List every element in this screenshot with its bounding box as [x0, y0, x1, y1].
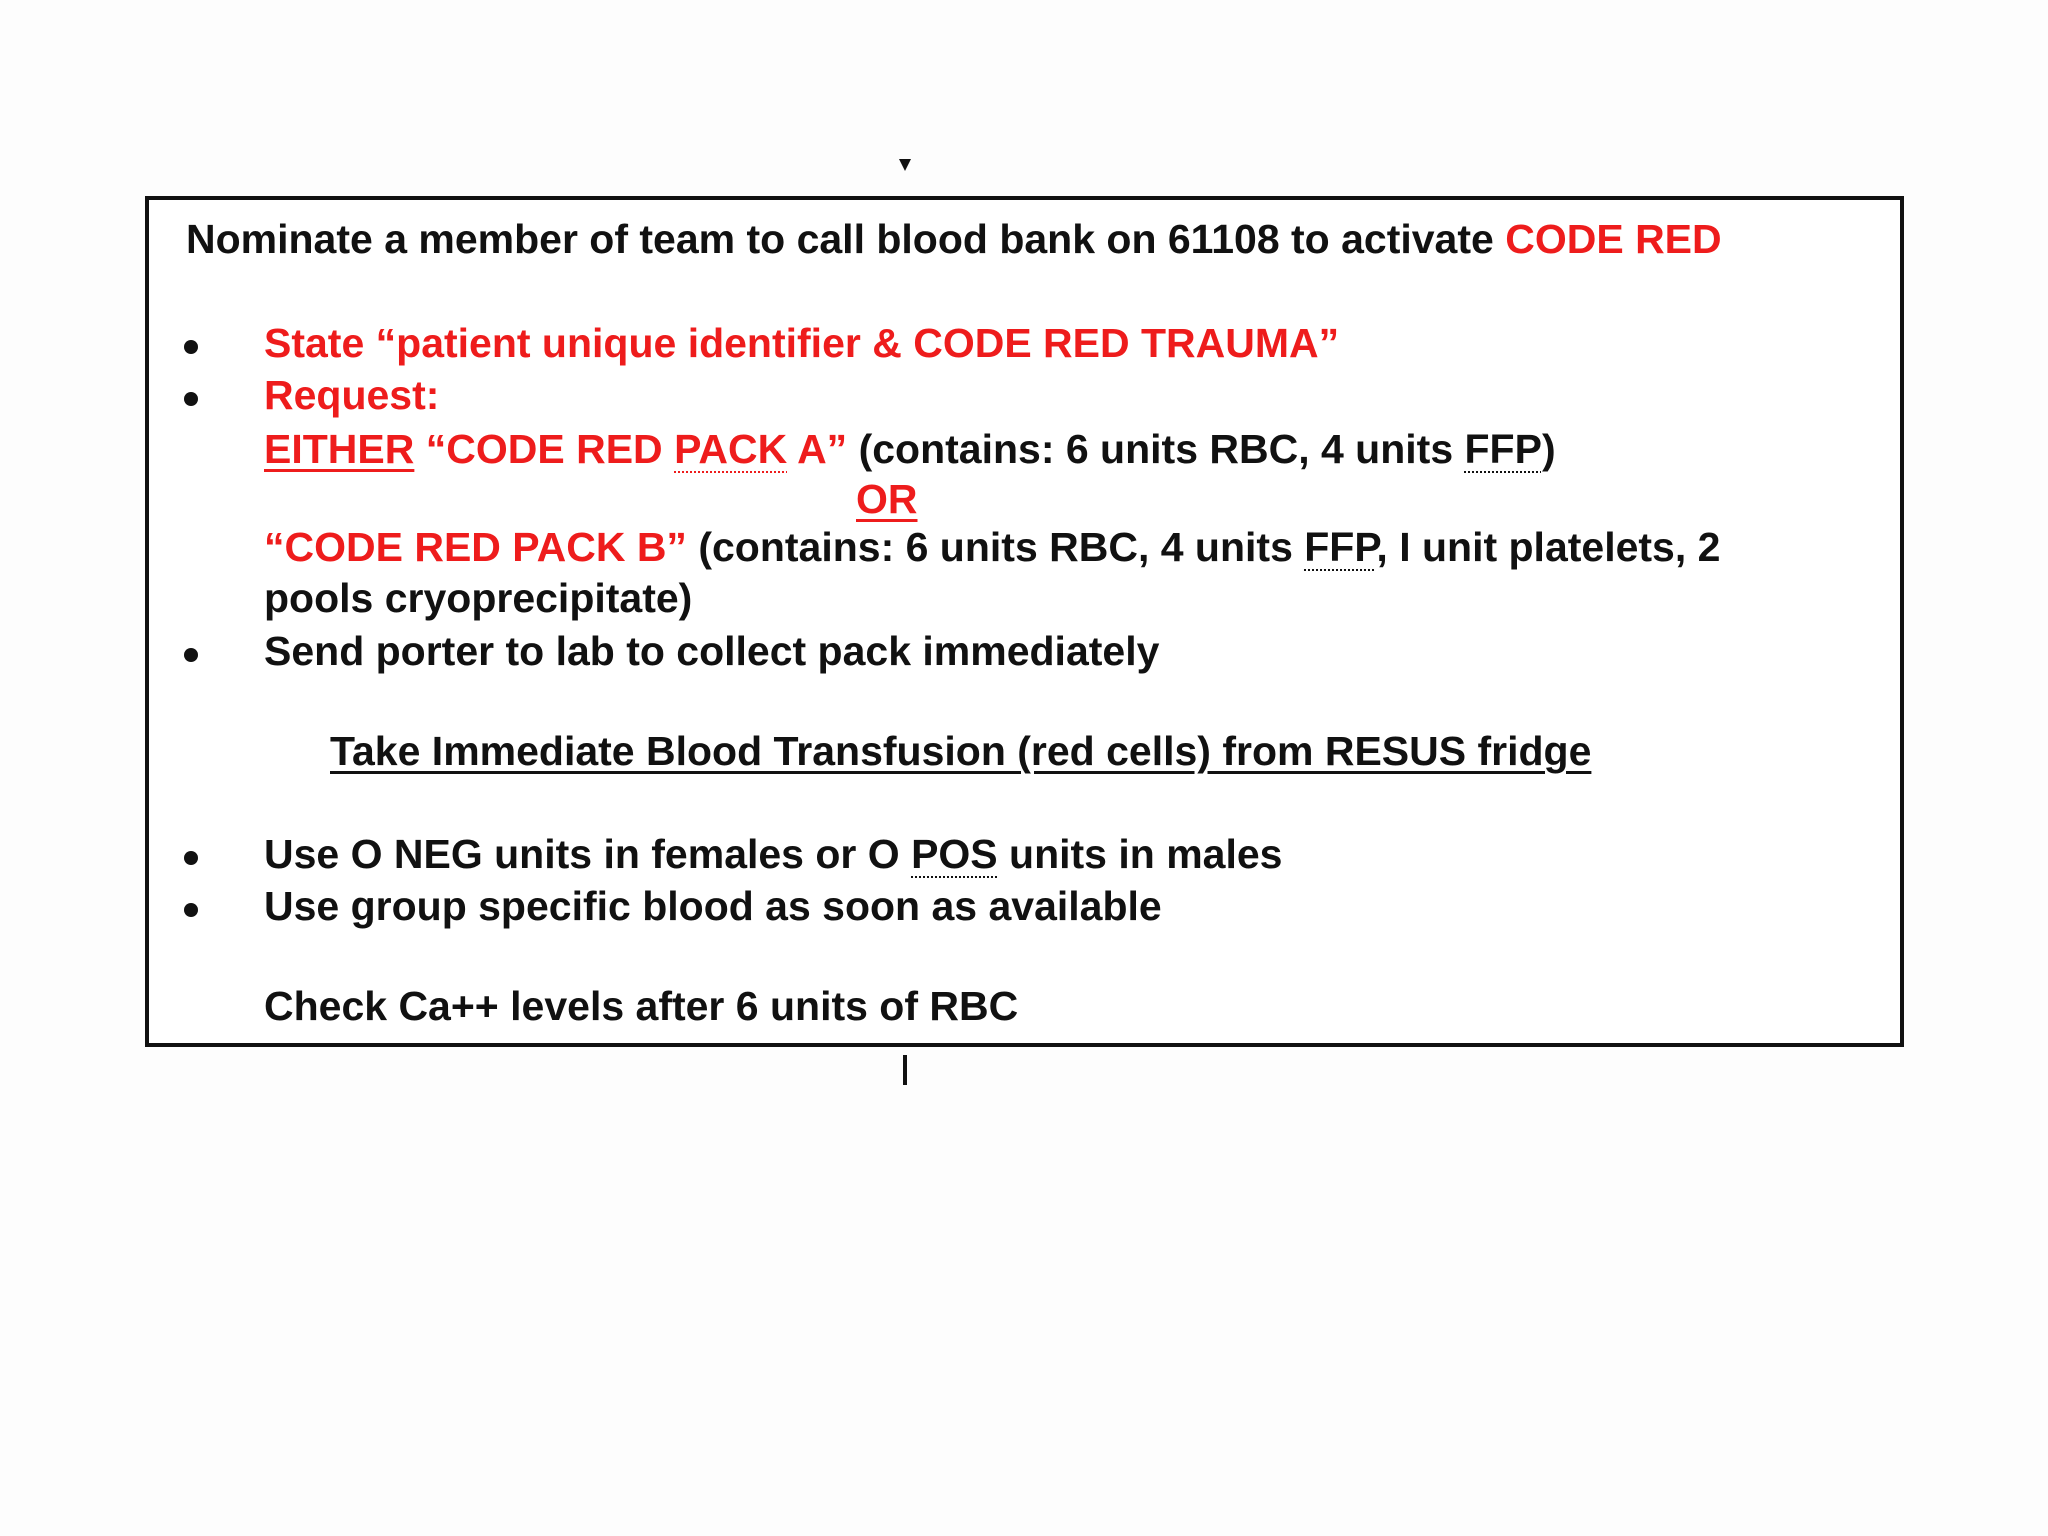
ffp-abbrev-b: FFP	[1304, 524, 1377, 570]
flow-connector-line	[903, 1055, 907, 1085]
porter-step: Send porter to lab to collect pack immediately	[264, 628, 1160, 674]
or-separator: OR	[856, 476, 918, 522]
pack-a-word: PACK	[674, 426, 788, 472]
pack-a-open: “CODE RED	[414, 426, 675, 472]
pack-b-name: “CODE RED PACK B”	[264, 524, 687, 570]
bullet-request	[184, 392, 198, 406]
calcium-check-note: Check Ca++ levels after 6 units of RBC	[264, 983, 1019, 1029]
pos-abbrev: POS	[911, 831, 998, 877]
bullet-o-neg	[184, 851, 198, 865]
pack-a-contents: (contains: 6 units RBC, 4 units	[847, 426, 1465, 472]
pack-a-line	[264, 424, 1556, 474]
bullet-state	[184, 340, 198, 354]
either-word: EITHER	[264, 426, 415, 472]
down-arrow-icon	[899, 159, 911, 171]
request-label: Request:	[264, 372, 440, 418]
pack-b-line	[264, 522, 1720, 572]
pack-a-close: A”	[787, 426, 848, 472]
immediate-transfusion-heading: Take Immediate Blood Transfusion (red cells) from RESUS fridge	[330, 728, 1592, 774]
group-specific-step: Use group specific blood as soon as available	[264, 883, 1162, 929]
heading-text: Nominate a member of team to call blood bank on 61108 to activate	[186, 216, 1506, 262]
bullet-group-specific	[184, 903, 198, 917]
heading-code-red: CODE RED	[1505, 216, 1722, 262]
o-neg-pos-step	[264, 829, 1282, 879]
pack-a-close-paren: )	[1541, 426, 1556, 472]
pack-b-line-2: pools cryoprecipitate)	[264, 575, 693, 621]
protocol-heading	[186, 214, 1722, 264]
pack-b-contents: (contains: 6 units RBC, 4 units	[686, 524, 1305, 570]
pack-b-tail: , I unit platelets, 2	[1376, 524, 1721, 570]
state-identifier-step: State “patient unique identifier & CODE RED TRAUMA”	[264, 320, 1340, 366]
ffp-abbrev: FFP	[1464, 426, 1542, 472]
o-neg-text: Use O NEG units in females or O	[264, 831, 912, 877]
males-text: units in males	[997, 831, 1283, 877]
bullet-porter	[184, 648, 198, 662]
